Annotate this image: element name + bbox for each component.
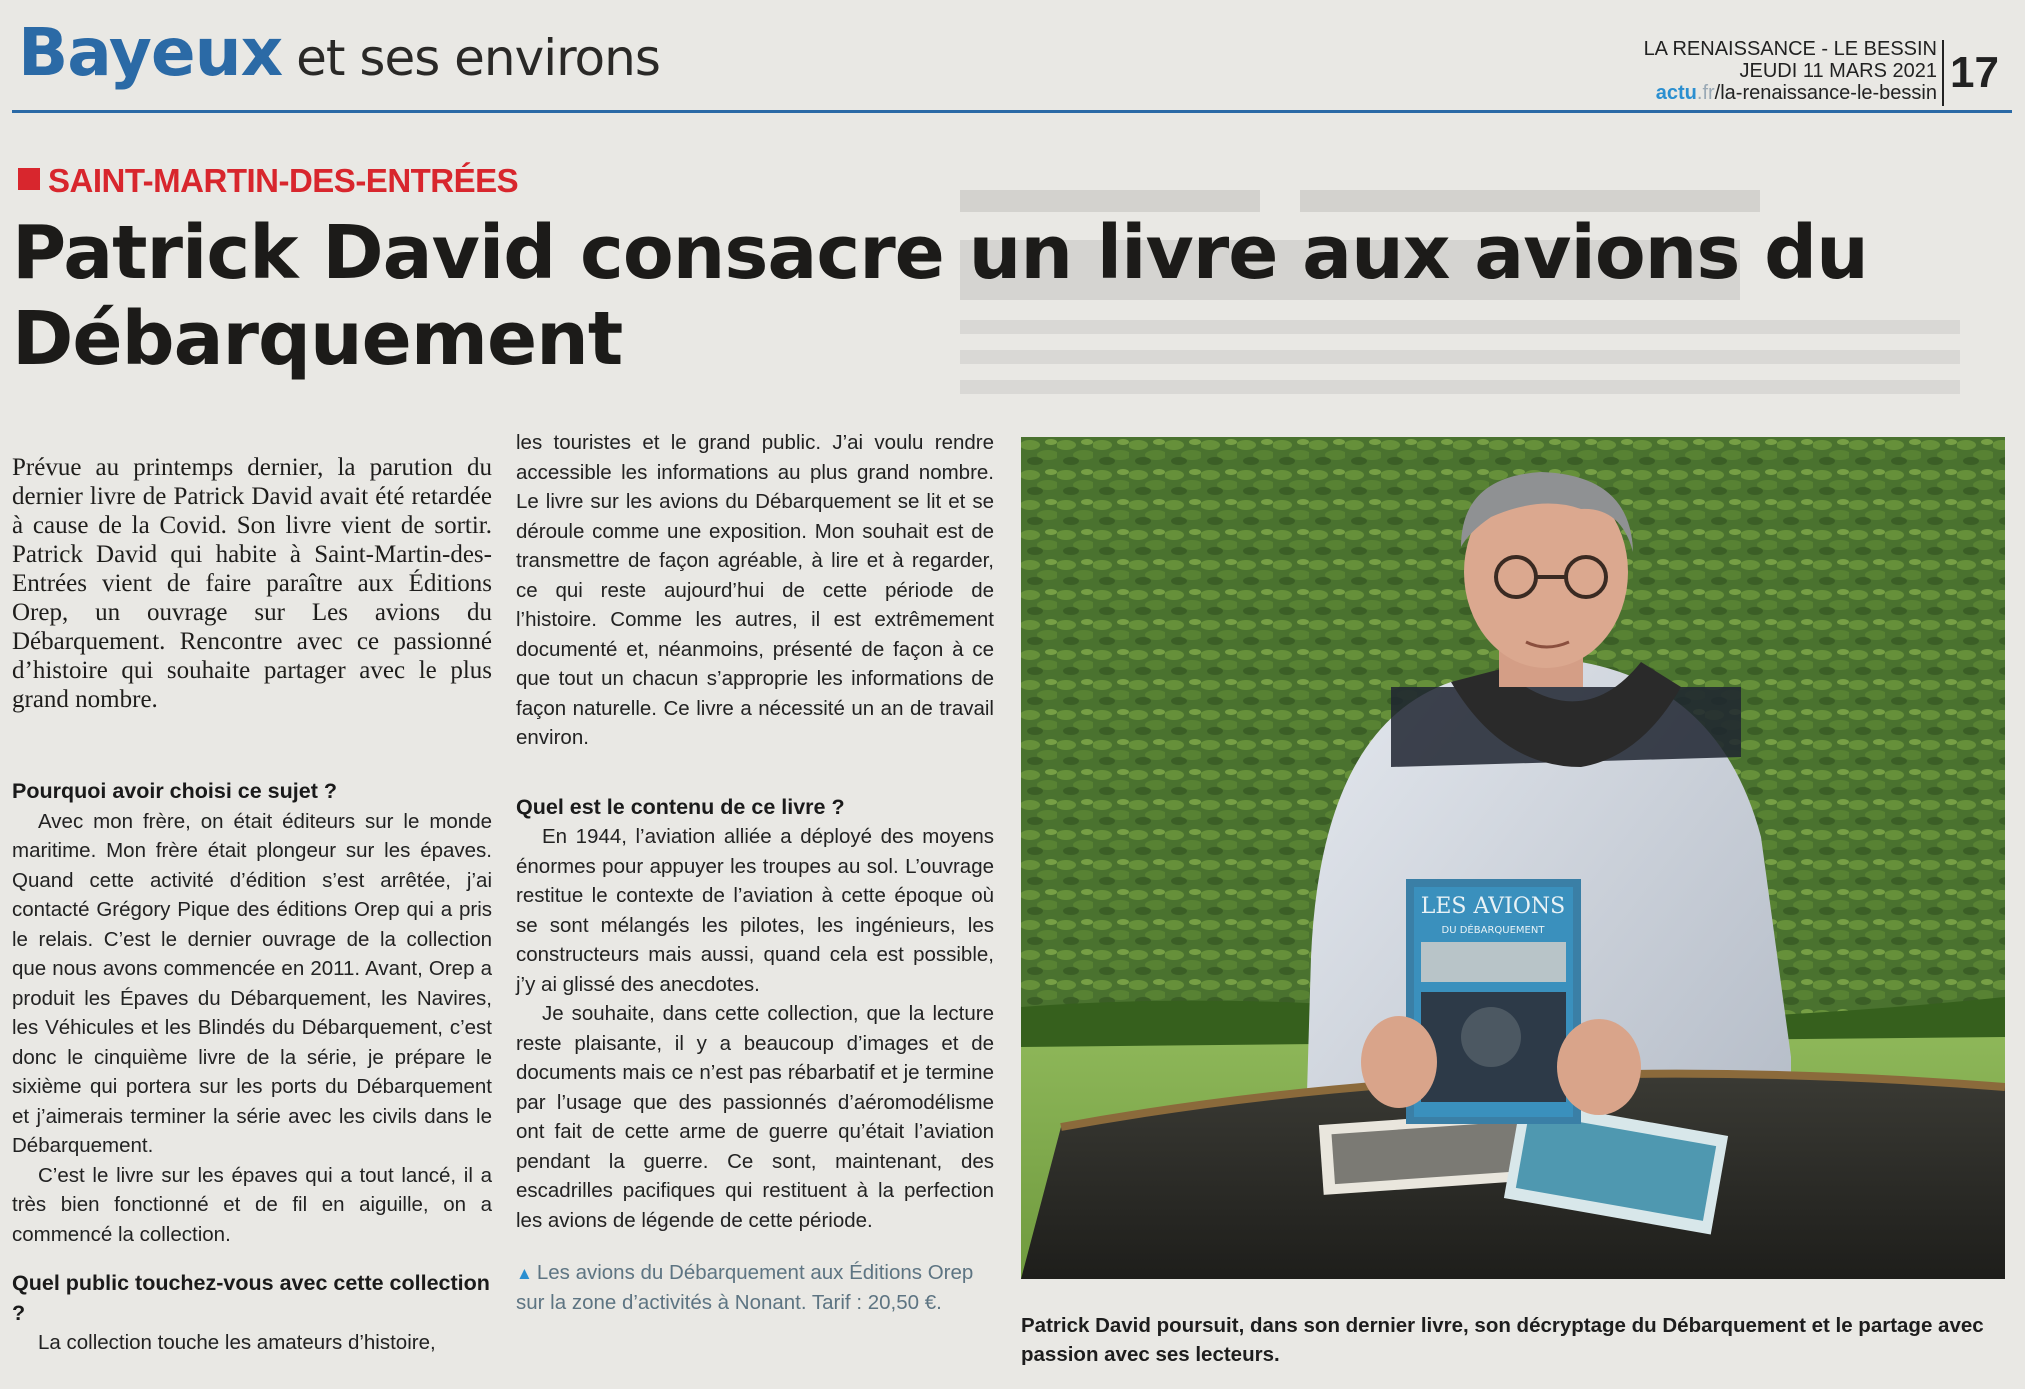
answer-3-paragraph-1: En 1944, l’aviation alliée a déployé des moyens énormes pour appuyer les troupes au sol. L’ouvrage restitue le contexte de l’aviation à cette époque où se sont mélangés les pilotes, les ingénieurs, les constructeurs mais aussi, quand cela est possible, j’y ai glissé des anecdotes. xyxy=(516,825,994,996)
kicker-text: SAINT-MARTIN-DES-ENTRÉES xyxy=(48,162,519,199)
book-info-callout xyxy=(516,1258,994,1317)
book-cover-subtitle: DU DÉBARQUEMENT xyxy=(1441,925,1545,936)
answer-2-start: La collection touche les amateurs d’histoire, xyxy=(38,1331,436,1354)
article-intro: Prévue au printemps dernier, la parution du dernier livre de Patrick David avait été retardée à cause de la Covid. Son livre vient de sortir. Patrick David qui habite à Saint-Martin-des-Entrées vient de faire paraître aux Éditions Orep, un ouvrage sur Les avions du Débarquement. Rencontre avec ce passionné d’histoire qui souhaite partager avec le plus grand nombre. xyxy=(12,454,492,713)
issue-date: JEUDI 11 MARS 2021 xyxy=(1739,60,1937,82)
section-town: Bayeux xyxy=(18,14,283,91)
answer-3-paragraph-2: Je souhaite, dans cette collection, que la lecture reste plaisante, il y a beaucoup d’images et de documents mais ce n’est pas rébarbatif et je termine par l’usage que des passionnés d’aéromodélisme ont fait de cette arme de guerre qu’était l’aviation pendant la guerre. Ce sont, maintenant, des escadrilles pacifiques qui restituent à la perfection les avions de légende de cette période. xyxy=(516,1002,994,1232)
answer-2-continued: les touristes et le grand public. J’ai voulu rendre accessible les informations au plus grand nombre. Le livre sur les avions du Débarquement se lit et se déroule comme une exposition. Mon souhait est de transmettre de façon agréable, à lire et à regarder, ce qui reste aujourd’hui de cette période de l’histoire. Comme les autres, il est extrêmement documenté et, néanmoins, présenté de façon à ce que tout un chacun s’approprie les informations de façon naturelle. Ce livre a nécessité un an de travail environ. xyxy=(516,431,994,749)
question-1: Pourquoi avoir choisi ce sujet ? xyxy=(12,779,337,803)
masthead-info xyxy=(1644,38,1937,104)
triangle-up-icon: ▲ xyxy=(516,1264,533,1283)
book-info-text: Les avions du Débarquement aux Éditions Orep sur la zone d’activités à Nonant. Tarif : 20,50 €. xyxy=(516,1261,974,1314)
question-3: Quel est le contenu de ce livre ? xyxy=(516,794,845,819)
paper-name: LA RENAISSANCE - LE BESSIN xyxy=(1643,38,1937,60)
article-photo xyxy=(1021,437,2005,1279)
answer-1-paragraph-2: C’est le livre sur les épaves qui a tout lancé, il a très bien fonctionné et de fil en aiguille, on a commencé la collection. xyxy=(12,1163,492,1246)
section-subtitle: et ses environs xyxy=(296,29,660,87)
section-title xyxy=(18,14,660,91)
question-2: Quel public touchez-vous avec cette collection ? xyxy=(12,1271,490,1325)
column-1-body xyxy=(12,777,492,1358)
column-2-body xyxy=(516,428,994,1235)
page-number: 17 xyxy=(1950,48,1999,97)
website-link[interactable]: actu.fr/la-renaissance-le-bessin xyxy=(1655,82,1937,104)
book-cover-title: LES AVIONS xyxy=(1420,894,1566,919)
answer-1-paragraph-1: Avec mon frère, on était éditeurs sur le monde maritime. Mon frère était plongeur sur les épaves. Quand cette activité d’édition s’est arrêtée, j’ai contacté Grégory Pique des éditions Orep qui a pris le relais. C’est le dernier ouvrage de la collection que nous avons commencée en 2011. Avant, Orep a produit les Épaves du Débarquement, les Navires, les Véhicules et les Blindés du Débarquement, c’est donc le cinquième livre de la série, je prépare le sixième qui portera sur les ports du Débarquement et j’aimerais terminer la série avec les civils dans le Débarquement. xyxy=(12,809,492,1157)
kicker-square-icon xyxy=(18,168,40,190)
header-rule xyxy=(12,110,2012,113)
article-kicker xyxy=(18,162,518,200)
header-separator xyxy=(1942,40,1944,106)
article-headline: Patrick David consacre un livre aux avions du Débarquement xyxy=(12,210,1868,382)
photo-caption: Patrick David poursuit, dans son dernier livre, son décryptage du Débarquement et le partage avec passion avec ses lecteurs. xyxy=(1021,1313,1984,1366)
